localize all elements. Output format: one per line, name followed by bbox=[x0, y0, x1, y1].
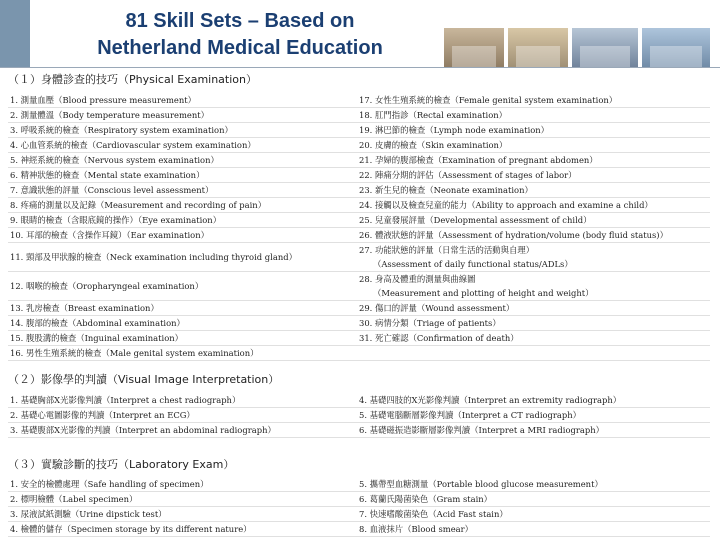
skill-item: 6. 精神狀態的檢查（Mental state examination） bbox=[10, 170, 205, 180]
skill-item: 4. 心血管系統的檢查（Cardiovascular system examination） bbox=[10, 140, 256, 150]
skill-item: 5. 神經系統的檢查（Nervous system examination） bbox=[10, 155, 219, 165]
skill-item-line: 28. 身高及體重的測量與曲線圖 bbox=[359, 274, 476, 284]
table-row bbox=[8, 93, 710, 108]
skill-item: 8. 疼痛的測量以及記錄（Measurement and recording of pain） bbox=[10, 200, 267, 210]
skill-item bbox=[355, 272, 704, 300]
physical-exam-table bbox=[8, 93, 710, 361]
skill-item: 7. 意識狀態的評量（Conscious level assessment） bbox=[10, 185, 214, 195]
skill-item: 10. 耳部的檢查（含操作耳鏡）（Ear examination） bbox=[10, 230, 209, 240]
table-row bbox=[8, 272, 710, 301]
skill-item: 15. 腹股溝的檢查（Inguinal examination） bbox=[10, 333, 184, 343]
table-row bbox=[8, 228, 710, 243]
table-row bbox=[8, 408, 710, 423]
table-row bbox=[8, 492, 710, 507]
skill-item: 5. 基礎電腦斷層影像判讀（Interpret a CT radiograph） bbox=[359, 410, 582, 420]
skill-item: 3. 基礎腹部X光影像的判讀（Interpret an abdominal radiograph） bbox=[10, 425, 276, 435]
skill-item: 7. 快速嗜酸菌染色（Acid Fast stain） bbox=[359, 509, 508, 519]
title-line-1: 81 Skill Sets – Based on bbox=[125, 10, 355, 32]
table-row bbox=[8, 153, 710, 168]
skill-item: 25. 兒童發展評量（Developmental assessment of child） bbox=[359, 215, 592, 225]
skill-item: 1. 測量血壓（Blood pressure measurement） bbox=[10, 95, 196, 105]
skill-item: 17. 女性生殖系統的檢查（Female genital system examination） bbox=[359, 95, 618, 105]
skill-item-subline: （Measurement and plotting of height and weight） bbox=[373, 288, 594, 298]
skill-item: 19. 淋巴節的檢查（Lymph node examination） bbox=[359, 125, 550, 135]
skill-item: 30. 病情分類（Triage of patients） bbox=[359, 318, 501, 328]
skill-item: 2. 測量體溫（Body temperature measurement） bbox=[10, 110, 210, 120]
table-row bbox=[8, 346, 710, 361]
table-row bbox=[8, 393, 710, 408]
table-row bbox=[8, 168, 710, 183]
skill-item: 23. 新生兒的檢查（Neonate examination） bbox=[359, 185, 533, 195]
section-title-lab: （３）實驗診斷的技巧（Laboratory Exam） bbox=[8, 458, 235, 471]
skill-item: 14. 腹部的檢查（Abdominal examination） bbox=[10, 318, 185, 328]
skill-item: 3. 尿液試紙測驗（Urine dipstick test） bbox=[10, 509, 167, 519]
skill-item: 24. 接觸以及檢查兒童的能力（Ability to approach and examine a child） bbox=[359, 200, 653, 210]
skill-item bbox=[355, 243, 704, 271]
table-row bbox=[8, 301, 710, 316]
skill-item: 4. 檢體的儲存（Specimen storage by its different nature） bbox=[10, 524, 252, 534]
table-row bbox=[8, 183, 710, 198]
table-row bbox=[8, 198, 710, 213]
table-row bbox=[8, 108, 710, 123]
skill-item: 12. 咽喉的檢查（Oropharyngeal examination） bbox=[10, 281, 204, 291]
skill-item: 6. 葛蘭氏陽菌染色（Gram stain） bbox=[359, 494, 493, 504]
campus-photo bbox=[572, 28, 638, 68]
skill-item: 31. 死亡確認（Confirmation of death） bbox=[359, 333, 519, 343]
skill-item: 2. 標明檢體（Label specimen） bbox=[10, 494, 138, 504]
skill-item: 1. 安全的檢體處理（Safe handling of specimen） bbox=[10, 479, 209, 489]
skill-item bbox=[355, 346, 704, 360]
skill-item: 21. 孕婦的腹部檢查（Examination of pregnant abdomen） bbox=[359, 155, 598, 165]
section-title-imaging: （２）影像學的判讀（Visual Image Interpretation） bbox=[8, 373, 280, 386]
table-row bbox=[8, 316, 710, 331]
skill-item: 1. 基礎胸部X光影像判讀（Interpret a chest radiograph） bbox=[10, 395, 241, 405]
table-row bbox=[8, 507, 710, 522]
campus-photo bbox=[642, 28, 710, 68]
skill-item: 2. 基礎心電圖影像的判讀（Interpret an ECG） bbox=[10, 410, 195, 420]
skill-item: 22. 陣痛分期的評估（Assessment of stages of labor） bbox=[359, 170, 577, 180]
title-line-2: Netherland Medical Education bbox=[97, 37, 383, 59]
skill-item: 29. 傷口的評量（Wound assessment） bbox=[359, 303, 515, 313]
header-divider bbox=[0, 67, 720, 68]
campus-photo-strip bbox=[430, 28, 720, 68]
table-row bbox=[8, 522, 710, 537]
corner-accent bbox=[0, 0, 30, 68]
campus-photo bbox=[444, 28, 504, 68]
slide-title bbox=[60, 8, 420, 62]
skill-item: 26. 體液狀態的評量（Assessment of hydration/volume (body fluid status)） bbox=[359, 230, 668, 240]
skill-item: 11. 頸部及甲狀腺的檢查（Neck examination including thyroid gland） bbox=[10, 252, 297, 262]
lab-table bbox=[8, 477, 710, 537]
skill-item: 8. 血液抹片（Blood smear） bbox=[359, 524, 474, 534]
skill-item: 20. 皮膚的檢查（Skin examination） bbox=[359, 140, 508, 150]
skill-item: 16. 男性生殖系統的檢查（Male genital system examination） bbox=[10, 348, 259, 358]
skill-item: 4. 基礎四肢的X光影像判讀（Interpret an extremity radiograph） bbox=[359, 395, 622, 405]
imaging-table bbox=[8, 393, 710, 438]
table-row bbox=[8, 213, 710, 228]
table-row bbox=[8, 331, 710, 346]
skill-item-subline: （Assessment of daily functional status/ADLs） bbox=[373, 259, 573, 269]
skill-item: 3. 呼吸系統的檢查（Respiratory system examination） bbox=[10, 125, 233, 135]
table-row bbox=[8, 243, 710, 272]
skill-item: 9. 眼睛的檢查（含眼底鏡的操作）（Eye examination） bbox=[10, 215, 222, 225]
skill-item: 6. 基礎磁振造影斷層影像判讀（Interpret a MRI radiograph） bbox=[359, 425, 604, 435]
table-row bbox=[8, 477, 710, 492]
skill-item: 13. 乳房檢查（Breast examination） bbox=[10, 303, 159, 313]
skill-item-line: 27. 功能狀態的評量（日常生活的活動與自理） bbox=[359, 245, 535, 255]
skill-item: 18. 肛門指診（Rectal examination） bbox=[359, 110, 508, 120]
campus-photo bbox=[508, 28, 568, 68]
skill-item: 5. 攜帶型血糖測量（Portable blood glucose measurement） bbox=[359, 479, 603, 489]
table-row bbox=[8, 138, 710, 153]
table-row bbox=[8, 423, 710, 438]
table-row bbox=[8, 123, 710, 138]
section-title-physical: （１）身體診查的技巧（Physical Examination） bbox=[8, 73, 257, 86]
